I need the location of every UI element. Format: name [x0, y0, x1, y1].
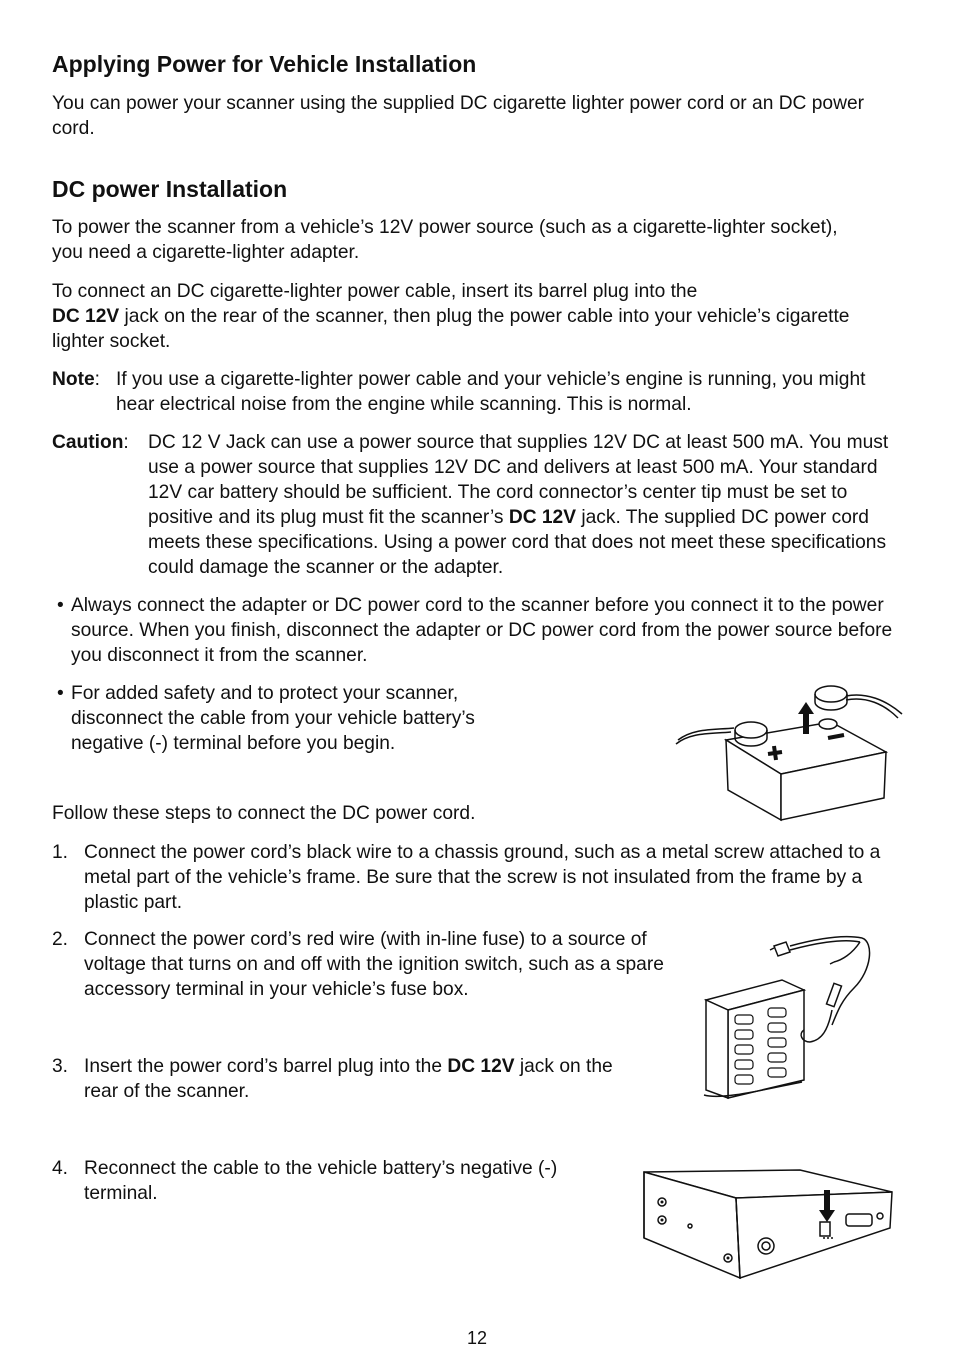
- bullet-2: [57, 681, 527, 756]
- fuse-box-illustration: [702, 930, 882, 1095]
- step-1-number: 1.: [52, 842, 69, 863]
- step-4-number: 4.: [52, 1158, 69, 1179]
- bullet-dot: •: [57, 595, 64, 616]
- caution-label: Caution: [52, 432, 124, 453]
- caution-text: DC 12 V Jack can use a power source that supplies 12V DC at least 500 mA. You must use a power source that supplies 12V DC and delivers at least 500 mA. Your standard 12V car battery should be sufficient. The cord connector’s center tip must be set to positive and its plug must fit the scanner’s DC 12V jack. The supplied DC power cord meets these specifications. Using a power cord that does not meet these specifications could damage the scanner or the adapter.: [148, 432, 889, 578]
- note-label: Note: [52, 369, 95, 390]
- step-3-number: 3.: [52, 1056, 69, 1077]
- note-label-wrap: Note:: [52, 369, 100, 390]
- bullet-1: [57, 593, 897, 668]
- step-2-text: Connect the power cord’s red wire (with in-line fuse) to a source of voltage that turns on and off with the ignition switch, such as a spare accessory terminal in your vehicle’s fuse box.: [84, 929, 664, 1000]
- steps-intro: Follow these steps to connect the DC power cord.: [52, 803, 476, 824]
- bullet-1-text: Always connect the adapter or DC power cord to the scanner before you connect it to the power source. When you finish, disconnect the adapter or DC power cord from the power source before you disconnect it from the scanner.: [71, 595, 893, 666]
- step-3-text: Insert the power cord’s barrel plug into the DC 12V jack on the rear of the scanner.: [84, 1056, 613, 1102]
- dc-power-paragraph-1: To power the scanner from a vehicle’s 12V power source (such as a cigarette-lighter socket), you need a cigarette-lighter adapter.: [52, 217, 838, 263]
- bullet-dot: •: [57, 683, 64, 704]
- dc-power-paragraph-2-rest: jack on the rear of the scanner, then plug the power cable into your vehicle’s cigarette lighter socket.: [52, 306, 850, 352]
- step-1-text: Connect the power cord’s black wire to a chassis ground, such as a metal screw attached to a metal part of the vehicle’s frame. Be sure that the screw is not insulated from the frame by a plastic part.: [84, 842, 881, 913]
- dc12v-bold-label: DC 12V: [52, 306, 120, 327]
- note-text: If you use a cigarette-lighter power cable and your vehicle’s engine is running, you might hear electrical noise from the engine while scanning. This is normal.: [116, 369, 866, 415]
- bullet-2-text: For added safety and to protect your scanner, disconnect the cable from your vehicle battery’s negative (-) terminal before you begin.: [71, 683, 475, 754]
- caution-dc12v-bold: DC 12V: [508, 507, 577, 528]
- step-2-number: 2.: [52, 929, 69, 950]
- section-heading-applying-power: Applying Power for Vehicle Installation: [52, 51, 477, 77]
- scanner-rear-illustration: [640, 1168, 900, 1283]
- page-number: 12: [466, 1328, 488, 1348]
- intro-paragraph: You can power your scanner using the supplied DC cigarette lighter power cord or an DC power cord.: [52, 93, 865, 139]
- caution-label-wrap: Caution:: [52, 432, 129, 453]
- dc-power-paragraph-2-line1: To connect an DC cigarette-lighter power cable, insert its barrel plug into the: [52, 281, 698, 302]
- step-3-dc12v-bold: DC 12V: [447, 1056, 515, 1077]
- dc-power-paragraph-2: [52, 279, 852, 354]
- step-4-text: Reconnect the cable to the vehicle battery’s negative (-) terminal.: [84, 1158, 558, 1204]
- section-heading-dc-power: DC power Installation: [52, 176, 288, 202]
